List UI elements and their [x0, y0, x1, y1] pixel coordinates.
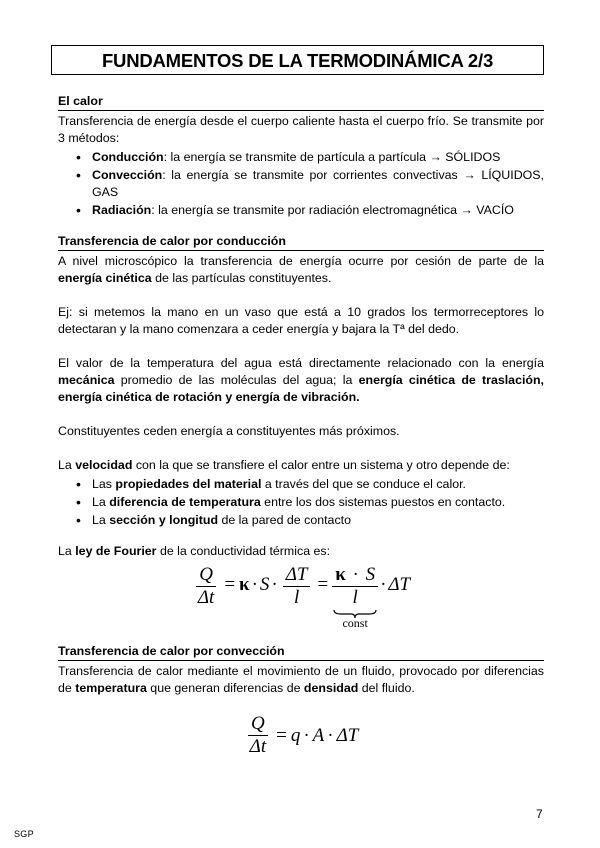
paragraph: Ej: si metemos la mano en un vaso que está a 10 grados los termorreceptores lo detectaran y la mano comenzara a ceder energía y bajara la Tª del dedo.	[58, 305, 544, 336]
text: a través del que se conduce el calor.	[261, 477, 466, 491]
text: promedio de las moléculas del agua; la	[114, 373, 359, 387]
term: Conducción	[92, 150, 164, 164]
text: con la que se transfiere el calor entre un sistema y otro depende de:	[132, 458, 510, 472]
dot-operator: ·	[251, 574, 258, 595]
list-item	[58, 167, 544, 201]
list-item	[58, 476, 544, 493]
term: temperatura	[75, 681, 147, 695]
delta-t-symbol: ΔT	[336, 725, 359, 746]
denominator: l	[293, 587, 300, 608]
fraction	[332, 564, 378, 609]
paragraph: Constituyentes ceden energía a constituyentes más próximos.	[58, 424, 400, 438]
numerator: Q	[248, 713, 268, 736]
equals-sign: =	[276, 725, 287, 746]
section-symbol: S	[365, 564, 376, 585]
term: propiedades del material	[115, 477, 262, 491]
dot-operator: ·	[271, 574, 278, 595]
fraction	[247, 713, 269, 758]
const-group	[332, 564, 378, 629]
denominator: Δt	[249, 736, 267, 757]
speed-factors-list	[58, 476, 544, 529]
dot-operator: ·	[380, 574, 387, 595]
text: A nivel microscópico la transferencia de energía ocurre por cesión de parte de la	[58, 254, 544, 268]
kappa-symbol: κ	[335, 564, 346, 585]
text: Las	[92, 477, 116, 491]
term: sección y longitud	[109, 513, 219, 527]
paragraph	[58, 543, 544, 560]
text: El valor de la temperatura del agua está directamente relacionado con la energía	[58, 356, 544, 370]
numerator: ΔT	[283, 564, 311, 587]
author-initials: SGP	[14, 829, 34, 839]
item-text: : la energía se transmite por radiación electromagnética → VACÍO	[151, 203, 514, 217]
term: ley de Fourier	[75, 544, 157, 558]
delta-t-symbol: ΔT	[388, 574, 411, 595]
term: Convección	[92, 168, 163, 182]
item-text: : la energía se transmite de partícula a partícula → SÓLIDOS	[163, 150, 501, 164]
const-label: const	[342, 616, 368, 630]
fourier-formula	[58, 564, 544, 629]
text: de las partículas constituyentes.	[151, 271, 332, 285]
text: entre los dos sistemas puestos en contacto.	[260, 495, 506, 509]
text: Transferencia de calor mediante el movimiento de un fluido, provocado por diferencias de	[58, 664, 544, 695]
term: energía cinética	[58, 271, 152, 285]
paragraph	[58, 663, 544, 697]
text: La	[92, 495, 110, 509]
fraction	[195, 564, 217, 609]
list-item	[58, 149, 544, 166]
numerator: Q	[196, 564, 216, 587]
equals-sign: =	[224, 574, 236, 595]
q-symbol: q	[290, 725, 301, 746]
text: La	[58, 458, 76, 472]
fraction	[283, 564, 311, 609]
dot-operator: ·	[327, 725, 334, 746]
dot-operator: ·	[352, 564, 359, 585]
paragraph	[58, 457, 544, 474]
paragraph	[58, 355, 544, 406]
convection-formula	[58, 713, 544, 758]
document-body	[58, 93, 544, 758]
heat-methods-list	[58, 149, 544, 219]
text: de la conductividad térmica es:	[156, 544, 331, 558]
area-symbol: A	[312, 725, 325, 746]
term: Radiación	[92, 203, 152, 217]
list-item	[58, 202, 544, 219]
term: mecánica	[58, 373, 115, 387]
paragraph	[58, 253, 544, 287]
numerator	[332, 564, 378, 587]
text: La	[92, 513, 110, 527]
text: que generan diferencias de	[146, 681, 304, 695]
equals-sign: =	[317, 574, 329, 595]
section-heading-heat: El calor	[58, 93, 544, 111]
section-heading-convection: Transferencia de calor por convección	[58, 643, 544, 661]
term: energía cinética de traslación, energía cinética de rotación y energía de vibración.	[58, 373, 544, 404]
dot-operator: ·	[303, 725, 310, 746]
text: del fluido.	[358, 681, 415, 695]
list-item	[58, 494, 544, 511]
text: de la pared de contacto	[218, 513, 351, 527]
text: La	[58, 544, 76, 558]
page-title: FUNDAMENTOS DE LA TERMODINÁMICA 2/3	[51, 45, 544, 75]
item-text: : la energía se transmite por corrientes convectivas → LÍQUIDOS, GAS	[92, 168, 544, 199]
denominator: Δt	[197, 587, 215, 608]
heat-intro: Transferencia de energía desde el cuerpo caliente hasta el cuerpo frío. Se transmite por 3 métodos:	[58, 114, 544, 145]
list-item	[58, 512, 544, 529]
page-number: 7	[536, 807, 543, 821]
kappa-symbol: κ	[239, 574, 250, 595]
section-heading-conduction: Transferencia de calor por conducción	[58, 233, 544, 251]
term: densidad	[303, 681, 359, 695]
term: diferencia de temperatura	[109, 495, 261, 509]
section-symbol: S	[259, 574, 270, 595]
term: velocidad	[75, 458, 133, 472]
denominator: l	[352, 587, 358, 608]
